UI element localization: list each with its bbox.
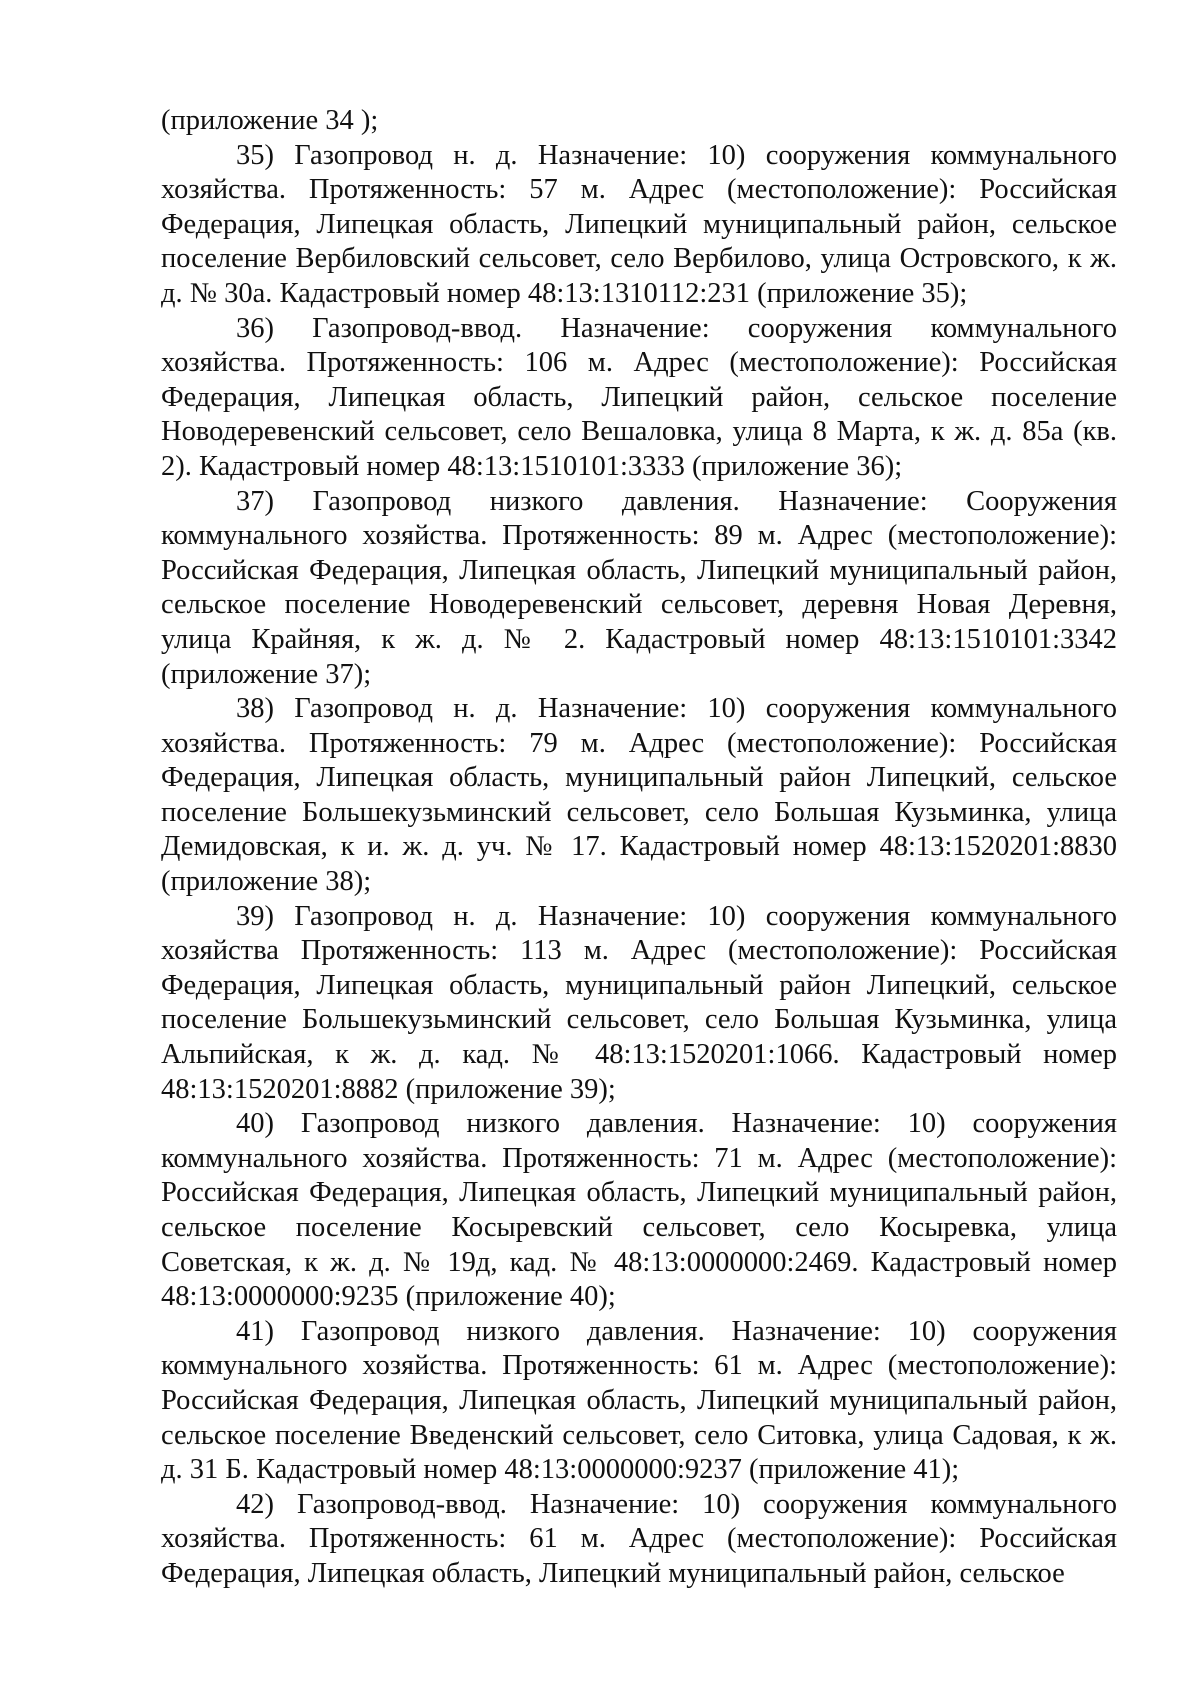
item-38-paragraph: 38) Газопровод н. д. Назначение: 10) сооружения коммунального хозяйства. Протяженность: 79 м. Адрес (местоположение): Российская Федерация, Липецкая область, муниципальный район Липецкий, сельское поселение Большекузьминский сельсовет, село Большая Кузьминка, улица Демидовская, к и. ж. д. уч. № 17. Кадастровый номер 48:13:1520201:8830 (приложение 38); xyxy=(161,693,1117,898)
document-page xyxy=(161,104,1117,1592)
item-41-paragraph: 41) Газопровод низкого давления. Назначение: 10) сооружения коммунального хозяйства. Протяженность: 61 м. Адрес (местоположение): Российская Федерация, Липецкая область, Липецкий муниципальный район, сельское поселение Введенский сельсовет, село Ситовка, улица Садовая, к ж. д. 31 Б. Кадастровый номер 48:13:0000000:9237 (приложение 41); xyxy=(161,1315,1117,1486)
item-35-paragraph: 35) Газопровод н. д. Назначение: 10) сооружения коммунального хозяйства. Протяженность: 57 м. Адрес (местоположение): Российская Федерация, Липецкая область, Липецкий муниципальный район, сельское поселение Вербиловский сельсовет, село Вербилово, улица Островского, к ж. д. № 30а. Кадастровый номер 48:13:1310112:231 (приложение 35); xyxy=(161,139,1117,309)
item-39-paragraph: 39) Газопровод н. д. Назначение: 10) сооружения коммунального хозяйства Протяженность: 113 м. Адрес (местоположение): Российская Федерация, Липецкая область, муниципальный район Липецкий, сельское поселение Большекузьминский сельсовет, село Большая Кузьминка, улица Альпийская, к ж. д. кад. № 48:13:1520201:1066. Кадастровый номер 48:13:1520201:8882 (приложение 39); xyxy=(161,900,1117,1105)
item-37-paragraph: 37) Газопровод низкого давления. Назначение: Сооружения коммунального хозяйства. Протяженность: 89 м. Адрес (местоположение): Российская Федерация, Липецкая область, Липецкий муниципальный район, сельское поселение Новодеревенский сельсовет, деревня Новая Деревня, улица Крайняя, к ж. д. № 2. Кадастровый номер 48:13:1510101:3342 (приложение 37); xyxy=(161,485,1117,690)
item-42-paragraph: 42) Газопровод-ввод. Назначение: 10) сооружения коммунального хозяйства. Протяженность: 61 м. Адрес (местоположение): Российская Федерация, Липецкая область, Липецкий муниципальный район, сельское xyxy=(161,1488,1117,1589)
item-40-paragraph: 40) Газопровод низкого давления. Назначение: 10) сооружения коммунального хозяйства. Протяженность: 71 м. Адрес (местоположение): Российская Федерация, Липецкая область, Липецкий муниципальный район, сельское поселение Косыревский сельсовет, село Косыревка, улица Советская, к ж. д. № 19д, кад. № 48:13:0000000:2469. Кадастровый номер 48:13:0000000:9235 (приложение 40); xyxy=(161,1108,1117,1313)
lead-paragraph: (приложение 34 ); xyxy=(161,105,379,136)
item-36-paragraph: 36) Газопровод-ввод. Назначение: сооружения коммунального хозяйства. Протяженность: 106 м. Адрес (местоположение): Российская Федерация, Липецкая область, Липецкий район, сельское поселение Новодеревенский сельсовет, село Вешаловка, улица 8 Марта, к ж. д. 85а (кв. 2). Кадастровый номер 48:13:1510101:3333 (приложение 36); xyxy=(161,312,1117,482)
